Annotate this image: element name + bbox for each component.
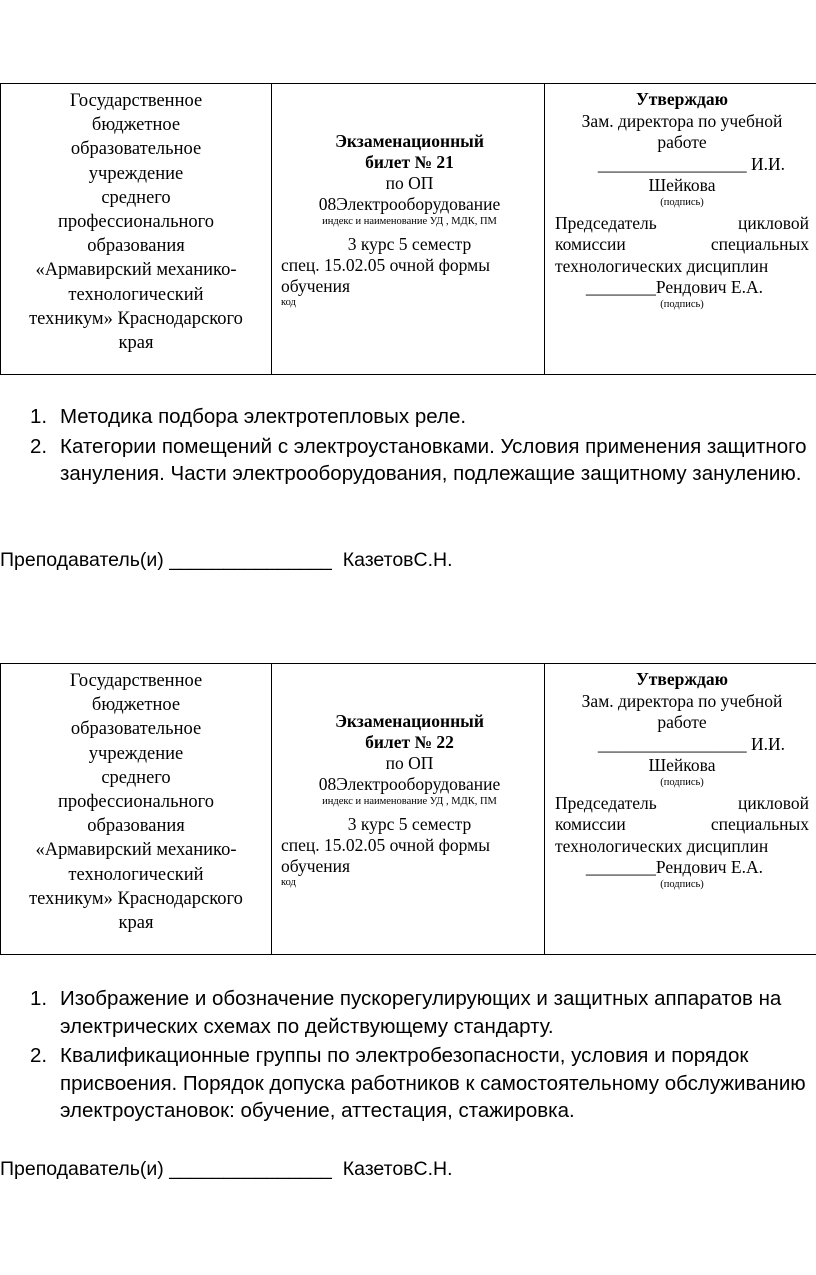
ticket-info-cell xyxy=(272,84,545,375)
chair-line-3: технологических дисциплин xyxy=(555,835,769,856)
subject-name: 08Электрооборудование xyxy=(318,194,501,214)
approve-signature-line: _________________ И.И. xyxy=(597,733,785,754)
approve-title: Утверждаю xyxy=(635,89,729,109)
institution-cell xyxy=(1,84,272,375)
chair-signature-line: ________Рендович Е.А. xyxy=(585,857,763,877)
ticket-info-cell xyxy=(272,664,545,955)
exam-ticket-22 xyxy=(0,663,816,955)
list-item: 2. Квалификационные группы по электробезопасности, условия и порядок присвоения. Порядок допуска работников к самостоятельному обслуживанию электроустановок: обучение, аттестация, стажировка. xyxy=(30,1044,806,1122)
ticket-header-table xyxy=(0,83,816,375)
spec-line: спец. 15.02.05 очной формы xyxy=(281,835,491,855)
course-line: 3 курс 5 семестр xyxy=(347,814,472,834)
subject-caption: индекс и наименование УД , МДК, ПМ xyxy=(322,796,497,807)
teacher-signature-line: Преподаватель(и) _______________ КазетовС.Н. xyxy=(0,1158,453,1180)
ticket-title: Экзаменационный xyxy=(335,131,484,151)
institution-name: Государственное бюджетное образовательное учреждение среднего профессионального образования «Армавирский механико- технологический техникум» Краснодарского края xyxy=(29,91,243,354)
code-caption: код xyxy=(281,297,296,308)
list-item: 2. Категории помещений с электроустановками. Условия применения защитного зануления. Части электрооборудования, подлежащие защитному занулению. xyxy=(30,434,807,485)
ticket-number: билет № 22 xyxy=(365,732,454,752)
chair-line-2: комиссии специальных xyxy=(555,234,809,254)
ticket-title: Экзаменационный xyxy=(335,711,484,731)
subject-prefix: по ОП xyxy=(385,173,434,193)
chair-line-3: технологических дисциплин xyxy=(555,255,769,276)
ticket-number: билет № 21 xyxy=(365,152,454,172)
approve-title: Утверждаю xyxy=(635,669,729,689)
course-line: 3 курс 5 семестр xyxy=(347,234,472,254)
subject-name: 08Электрооборудование xyxy=(318,774,501,794)
chair-signature-line: ________Рендович Е.А. xyxy=(585,277,763,297)
chair-line-2: комиссии специальных xyxy=(555,814,809,834)
list-item: 1. Изображение и обозначение пускорегулирующих и защитных аппаратов на электрических схемах по действующему стандарту. xyxy=(30,987,782,1038)
code-caption: код xyxy=(281,877,296,888)
subject-prefix: по ОП xyxy=(385,753,434,773)
spec-line-2: обучения xyxy=(281,276,351,296)
chair-line: Председатель цикловой xyxy=(555,792,809,813)
question-list-22 xyxy=(30,985,810,1127)
approve-signature-line: _________________ И.И. xyxy=(597,153,785,174)
question-list-21 xyxy=(30,403,810,490)
signature-caption: (подпись) xyxy=(660,878,704,890)
approve-name: Шейкова xyxy=(648,755,716,775)
institution-name: Государственное бюджетное образовательное учреждение среднего профессионального образования «Армавирский механико- технологический техникум» Краснодарского края xyxy=(29,671,243,934)
signature-caption: (подпись) xyxy=(660,298,704,310)
ticket-header-table xyxy=(0,663,816,955)
signature-caption: (подпись) xyxy=(660,776,704,788)
exam-ticket-21 xyxy=(0,83,816,375)
signature-caption: (подпись) xyxy=(660,196,704,208)
institution-cell xyxy=(1,664,272,955)
teacher-signature-line: Преподаватель(и) _______________ КазетовС.Н. xyxy=(0,549,453,571)
approve-position: Зам. директора по учебной xyxy=(581,690,783,711)
approve-name: Шейкова xyxy=(648,175,716,195)
approve-position-2: работе xyxy=(657,712,707,732)
approval-cell xyxy=(545,664,816,955)
spec-line-2: обучения xyxy=(281,856,351,876)
list-item: 1. Методика подбора электротепловых реле. xyxy=(30,405,467,428)
spec-line: спец. 15.02.05 очной формы xyxy=(281,255,491,275)
chair-line: Председатель цикловой xyxy=(555,212,809,233)
approve-position: Зам. директора по учебной xyxy=(581,110,783,131)
subject-caption: индекс и наименование УД , МДК, ПМ xyxy=(322,216,497,227)
approve-position-2: работе xyxy=(657,132,707,152)
approval-cell xyxy=(545,84,816,375)
